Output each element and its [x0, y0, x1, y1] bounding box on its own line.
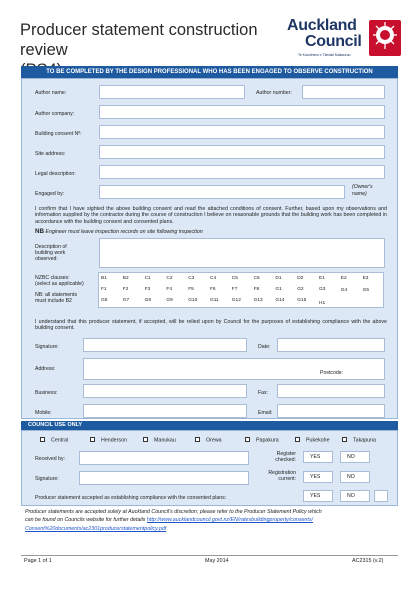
legal-description-label: Legal description: [35, 171, 76, 177]
nzbc-clause-d1[interactable]: D1 [275, 276, 282, 281]
accepted-no[interactable]: NO [340, 490, 370, 502]
office-label: Papakura [256, 437, 279, 444]
policy-note-line-2 [25, 516, 395, 524]
author-number-label: Author number: [256, 90, 292, 96]
nzbc-clause-c1[interactable]: C1 [144, 276, 151, 281]
confirmation-statement: I confirm that I have sighted the above building consent and read the attached conditions of consent. Further, based upon my observations and information supplied by the contractor during the course of construction I believe on reasonable grounds that the building work has been completed in accordance with the building consent and consented plans. [35, 206, 387, 225]
office-option-papakura[interactable] [245, 437, 279, 444]
address-label: Address: [35, 366, 56, 372]
nzbc-clause-d2[interactable]: D2 [297, 276, 304, 281]
author-name-label: Author name: [35, 90, 67, 96]
office-option-takapuna[interactable] [342, 437, 376, 444]
nzbc-clause-c5[interactable]: C5 [231, 276, 238, 281]
owners-name-note-2: name) [352, 191, 367, 197]
logo-line-1: Auckland [287, 17, 357, 34]
title-line-1: Producer statement construction review [20, 21, 258, 59]
received-by-field[interactable] [79, 451, 249, 465]
office-option-pukekohe[interactable] [295, 437, 330, 444]
nzbc-clause-f6[interactable]: F6 [210, 287, 216, 292]
nzbc-clause-g6[interactable]: G6 [101, 298, 108, 303]
nzbc-clause-g3[interactable]: G3 [319, 287, 326, 292]
nzbc-clause-f1[interactable]: F1 [101, 287, 107, 292]
nb-label: NB [35, 228, 44, 235]
description-label-1: Description of [35, 244, 67, 250]
policy-link-part-1[interactable]: http://www.aucklandcouncil.govt.nz/EN/ratesbuildingproperty/consents/ [146, 517, 313, 524]
nzbc-clause-c6[interactable]: C6 [253, 276, 260, 281]
footer-form-code: AC2315 (v.2) [352, 558, 384, 564]
nzbc-clause-f3[interactable]: F3 [144, 287, 151, 292]
owners-name-note-1: (Owner's [352, 184, 373, 190]
nzbc-clause-b1[interactable]: B1 [101, 276, 107, 281]
engaged-by-field[interactable] [99, 185, 345, 199]
office-label: Takapuna [353, 437, 376, 444]
office-option-manukau[interactable] [143, 437, 176, 444]
office-label: Pukekohe [306, 437, 330, 444]
auckland-council-logo [283, 17, 403, 67]
email-label: Email: [258, 410, 273, 416]
policy-note-prefix: can be found on Councils website for further details [25, 517, 147, 524]
pohutukawa-icon [368, 19, 402, 59]
nzbc-clause-g13[interactable]: G13 [253, 298, 263, 303]
checkbox-icon[interactable] [90, 437, 95, 442]
signature-field[interactable] [83, 338, 247, 352]
checkbox-icon[interactable] [40, 437, 45, 442]
checkbox-icon[interactable] [195, 437, 200, 442]
mobile-label: Mobile: [35, 410, 52, 416]
logo-tagline: Te Kaunihera o Tāmaki Makaurau [298, 53, 351, 57]
nzbc-clause-g8[interactable]: G8 [144, 298, 151, 303]
nzbc-note-1: NB: all statements [35, 292, 78, 298]
description-field[interactable] [99, 238, 385, 268]
nzbc-clause-g7[interactable]: G7 [122, 298, 130, 303]
nzbc-clause-g15[interactable]: G15 [297, 298, 307, 303]
fax-label: Fax: [258, 390, 269, 396]
nzbc-note-2: must include B2 [35, 298, 72, 304]
nzbc-clause-e1[interactable]: E1 [319, 276, 325, 281]
nzbc-clause-g1[interactable]: G1 [275, 287, 282, 292]
mobile-field[interactable] [83, 404, 247, 418]
design-professional-section [21, 78, 398, 419]
nzbc-clause-e2[interactable]: E2 [340, 276, 347, 281]
council-use-section [21, 430, 398, 506]
office-option-central[interactable] [40, 437, 68, 444]
date-field[interactable] [277, 338, 385, 352]
office-label: Henderson [101, 437, 127, 444]
nzbc-clause-g4[interactable]: G4 [340, 288, 348, 293]
legal-description-field[interactable] [99, 165, 385, 179]
date-label: Date: [258, 344, 271, 350]
description-label-3: observed: [35, 256, 58, 262]
nzbc-clause-h1[interactable]: H1 [319, 301, 326, 306]
nb-text: Engineer must leave inspection records on site following inspection [45, 229, 203, 235]
office-label: Orewa [206, 437, 222, 444]
office-label: Manukau [154, 437, 176, 444]
footer-page: Page 1 of 1 [24, 558, 52, 564]
nzbc-clause-g12[interactable]: G12 [231, 298, 241, 303]
business-phone-label: Business: [35, 390, 58, 396]
checkbox-icon[interactable] [143, 437, 148, 442]
logo-line-2: Council [305, 33, 362, 50]
office-option-orewa[interactable] [195, 437, 222, 444]
registration-current-no[interactable]: NO [340, 471, 370, 483]
nzbc-clause-b2[interactable]: B2 [122, 276, 129, 281]
nzbc-clause-f4[interactable]: F4 [166, 287, 172, 292]
nzbc-clause-c3[interactable]: C3 [188, 276, 195, 281]
accepted-yes[interactable]: YES [303, 490, 333, 502]
nzbc-clause-g11[interactable]: G11 [210, 298, 219, 303]
nzbc-clause-c4[interactable]: C4 [210, 276, 217, 281]
council-signature-field[interactable] [79, 471, 249, 485]
building-consent-field[interactable] [99, 125, 385, 139]
nzbc-clause-g9[interactable]: G9 [166, 298, 173, 303]
register-checked-label-1: Register [276, 451, 296, 457]
nzbc-clause-f5[interactable]: F5 [188, 287, 194, 292]
author-number-field[interactable] [302, 85, 385, 99]
office-option-henderson[interactable] [90, 437, 127, 444]
checkbox-icon[interactable] [245, 437, 250, 442]
engineer-note [35, 228, 203, 235]
footer-date: May 2014 [205, 558, 229, 564]
nzbc-label-1: NZBC clauses: [35, 275, 70, 281]
building-consent-label: Building consent Nº: [35, 131, 82, 137]
checkbox-icon[interactable] [295, 437, 300, 442]
understanding-statement: I understand that this producer statement, if accepted, will be relied upon by Council for the purposes of establishing compliance with the above building consent. [35, 319, 387, 332]
address-field[interactable] [83, 358, 385, 380]
policy-note [25, 508, 395, 533]
checkbox-icon[interactable] [342, 437, 347, 442]
register-checked-no[interactable]: NO [340, 451, 370, 463]
postcode-label: Postcode: [320, 370, 344, 376]
footer-rule [21, 555, 398, 556]
registration-current-yes[interactable]: YES [303, 471, 333, 483]
signature-label: Signature: [35, 344, 59, 350]
nzbc-label-2: (select as applicable) [35, 281, 84, 287]
nzbc-clause-f8[interactable]: F8 [253, 287, 260, 292]
registration-current-label-1: Registration [268, 470, 296, 476]
business-phone-field[interactable] [83, 384, 247, 398]
accepted-statement-label: Producer statement accepted as establishing compliance with the consented plans: [35, 495, 227, 501]
registration-current-label-2: current: [278, 476, 296, 482]
author-name-field[interactable] [99, 85, 245, 99]
nzbc-clause-e3[interactable]: E3 [362, 276, 369, 281]
accepted-signoff-box[interactable] [374, 490, 388, 502]
office-label: Central [51, 437, 69, 444]
author-company-label: Author company: [35, 111, 75, 117]
engaged-by-label: Engaged by: [35, 191, 65, 197]
policy-note-line-3 [25, 525, 395, 533]
nzbc-clause-c2[interactable]: C2 [166, 276, 173, 281]
email-field[interactable] [277, 404, 385, 418]
received-by-label: Received by: [35, 456, 65, 462]
nzbc-clause-grid [98, 272, 384, 308]
nzbc-clause-g5[interactable]: G5 [362, 288, 369, 293]
policy-note-line-1: Producer statements are accepted solely at Auckland Council's discretion; please refer to the Producer Statement Policy which [25, 509, 322, 515]
nzbc-clause-f2[interactable]: F2 [122, 287, 129, 292]
register-checked-label-2: checked: [275, 457, 296, 463]
nzbc-clause-f7[interactable]: F7 [231, 287, 238, 292]
nzbc-clause-g2[interactable]: G2 [297, 287, 304, 292]
nzbc-clause-g14[interactable]: G14 [275, 298, 285, 303]
completion-banner: TO BE COMPLETED BY THE DESIGN PROFESSIONAL WHO HAS BEEN ENGAGED TO OBSERVE CONSTRUCTION [21, 66, 398, 78]
author-company-field[interactable] [99, 105, 385, 119]
fax-field[interactable] [277, 384, 385, 398]
site-address-field[interactable] [99, 145, 385, 159]
council-use-header: COUNCIL USE ONLY [21, 421, 398, 430]
description-label-2: building work [35, 250, 66, 256]
nzbc-clause-g10[interactable]: G10 [188, 298, 198, 303]
council-signature-label: Signature: [35, 476, 59, 482]
register-checked-yes[interactable]: YES [303, 451, 333, 463]
policy-link-part-2[interactable]: Consent%20documents/ac2301producerstatementpolicy.pdf [25, 525, 167, 532]
site-address-label: Site address: [35, 151, 66, 157]
